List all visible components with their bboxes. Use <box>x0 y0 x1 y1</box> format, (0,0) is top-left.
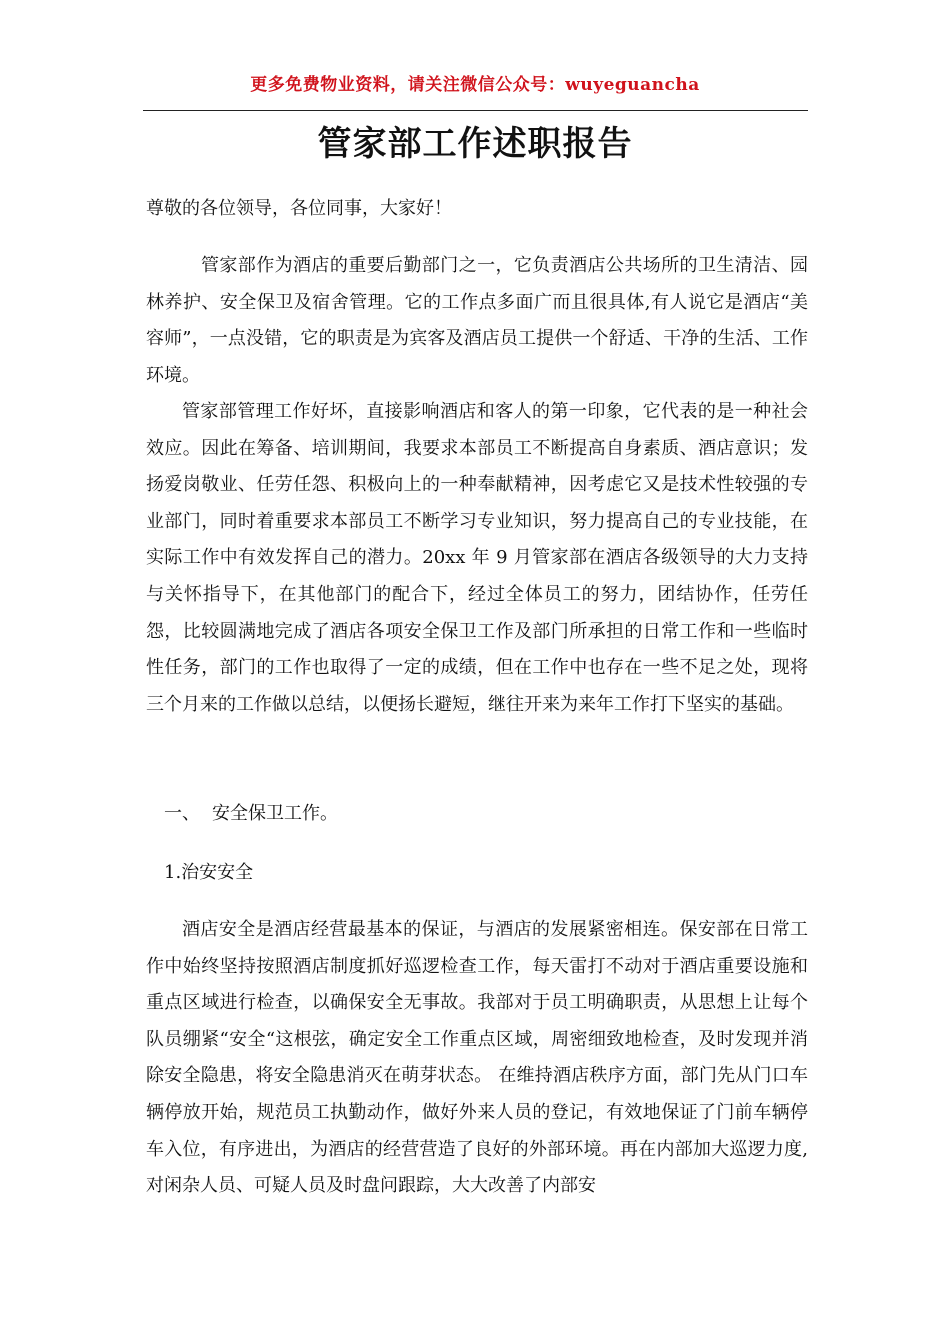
paragraph-security-details: 酒店安全是酒店经营最基本的保证，与酒店的发展紧密相连。保安部在日常工作中始终坚持按照酒店制度抓好巡逻检查工作，每天雷打不动对于酒店重要设施和重点区域进行检查，以确保安全无事故。我部对于员工明确职责，从思想上让每个队员绷紧“安全“这根弦，确定安全工作重点区域，周密细致地检查，及时发现并消除安全隐患，将安全隐患消灭在萌芽状态。 在维持酒店秩序方面，部门先从门口车辆停放开始，规范员工执勤动作，做好外来人员的登记，有效地保证了门前车辆停车入位，有序进出，为酒店的经营营造了良好的外部环境。再在内部加大巡逻力度,对闲杂人员、可疑人员及时盘问跟踪，大大改善了内部安 <box>146 919 808 1197</box>
subsection-heading-public-security: 1.治安安全 <box>164 862 254 883</box>
greeting-line: 尊敬的各位领导，各位同事，大家好！ <box>146 198 452 219</box>
document-title: 管家部工作述职报告 <box>317 124 633 164</box>
section-title: 安全保卫工作。 <box>212 803 338 824</box>
header-promo-note: 更多免费物业资料，请关注微信公众号：wuyeguancha <box>250 75 700 95</box>
paragraph-intro: 管家部作为酒店的重要后勤部门之一，它负责酒店公共场所的卫生清洁、园林养护、安全保卫及宿舍管理。它的工作点多面广而且很具体,有人说它是酒店“美容师”，一点没错，它的职责是为宾客及酒店员工提供一个舒适、干净的生活、工作环境。 <box>146 255 808 386</box>
section-number: 一、 <box>164 803 200 824</box>
paragraph-management: 管家部管理工作好坏，直接影响酒店和客人的第一印象，它代表的是一种社会效应。因此在筹备、培训期间，我要求本部员工不断提高自身素质、酒店意识；发扬爱岗敬业、任劳任怨、积极向上的一种奉献精神，因考虑它又是技术性较强的专业部门，同时着重要求本部员工不断学习专业知识，努力提高自己的专业技能，在实际工作中有效发挥自己的潜力。20xx 年 9 月管家部在酒店各级领导的大力支持与关怀指导下，在其他部门的配合下，经过全体员工的努力，团结协作，任劳任怨，比较圆满地完成了酒店各项安全保卫工作及部门所承担的日常工作和一些临时性任务，部门的工作也取得了一定的成绩，但在工作中也存在一些不足之处，现将三个月来的工作做以总结，以便扬长避短，继往开来为来年工作打下坚实的基础。 <box>146 401 808 715</box>
section-heading-security <box>164 799 338 825</box>
header-divider <box>143 110 808 111</box>
